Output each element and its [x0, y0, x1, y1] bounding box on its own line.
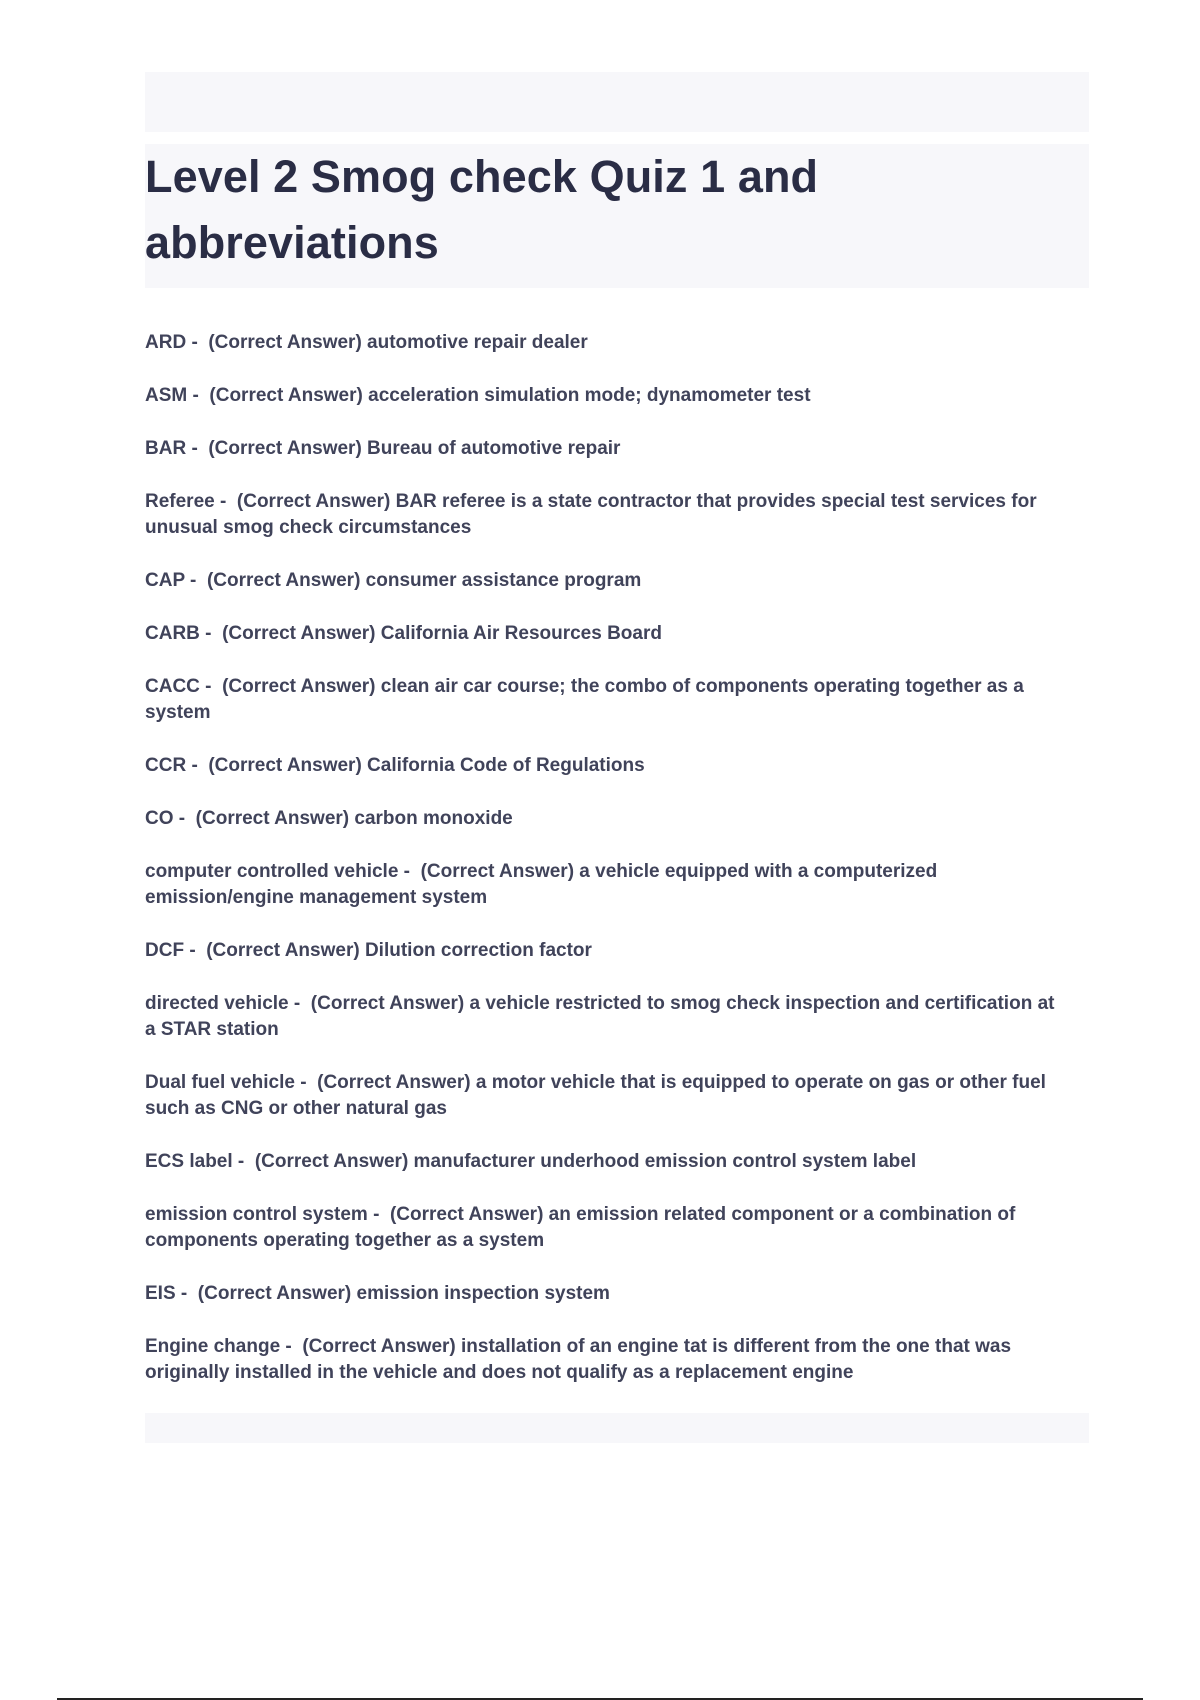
qa-separator: -: [280, 1336, 303, 1357]
qa-answer: (Correct Answer) an emission related component or a combination of components operating together as a system: [145, 1204, 1016, 1251]
qa-separator: -: [367, 1204, 390, 1225]
qa-term: ARD: [145, 332, 187, 353]
qa-separator: -: [232, 1151, 255, 1172]
qa-term: CARB: [145, 623, 200, 644]
qa-item: [145, 991, 1089, 1043]
qa-term: CCR: [145, 755, 187, 776]
title-box: [145, 144, 1089, 288]
qa-list: [145, 330, 1089, 1386]
qa-answer: (Correct Answer) installation of an engine tat is different from the one that was originally installed in the vehicle and does not qualify as a replacement engine: [145, 1336, 1012, 1383]
qa-answer: (Correct Answer) California Code of Regulations: [208, 755, 645, 776]
qa-item: [145, 1281, 1089, 1307]
qa-term: EIS: [145, 1283, 176, 1304]
header-band: [145, 72, 1089, 132]
qa-item: [145, 1202, 1089, 1254]
qa-item: [145, 568, 1089, 594]
qa-answer: (Correct Answer) Dilution correction factor: [206, 940, 592, 961]
qa-separator: -: [186, 438, 209, 459]
qa-answer: (Correct Answer) automotive repair dealer: [208, 332, 588, 353]
qa-term: CO: [145, 808, 174, 829]
qa-item: [145, 330, 1089, 356]
qa-answer: (Correct Answer) manufacturer underhood emission control system label: [254, 1151, 917, 1172]
qa-answer: (Correct Answer) a motor vehicle that is equipped to operate on gas or other fuel such as CNG or other natural gas: [145, 1072, 1046, 1119]
qa-term: computer controlled vehicle: [145, 861, 399, 882]
qa-answer: (Correct Answer) acceleration simulation mode; dynamometer test: [209, 385, 811, 406]
page-title: Level 2 Smog check Quiz 1 and abbreviations: [145, 151, 819, 268]
qa-term: ASM: [145, 385, 188, 406]
qa-answer: (Correct Answer) BAR referee is a state contractor that provides special test services for unusual smog check circumstances: [145, 491, 1037, 538]
document-page: [145, 72, 1089, 1443]
qa-answer: (Correct Answer) carbon monoxide: [195, 808, 513, 829]
qa-term: ECS label: [145, 1151, 233, 1172]
qa-term: DCF: [145, 940, 185, 961]
qa-term: emission control system: [145, 1204, 368, 1225]
qa-separator: -: [184, 940, 207, 961]
qa-term: Engine change: [145, 1336, 281, 1357]
qa-item: [145, 1070, 1089, 1122]
qa-separator: -: [199, 676, 223, 697]
qa-separator: -: [187, 385, 210, 406]
qa-answer: (Correct Answer) consumer assistance program: [206, 570, 642, 591]
qa-item: [145, 859, 1089, 911]
qa-term: BAR: [145, 438, 187, 459]
qa-answer: (Correct Answer) emission inspection system: [197, 1283, 610, 1304]
qa-term: Dual fuel vehicle: [145, 1072, 295, 1093]
qa-separator: -: [186, 755, 209, 776]
qa-separator: -: [175, 1283, 198, 1304]
qa-separator: -: [398, 861, 421, 882]
qa-separator: -: [199, 623, 223, 644]
qa-item: [145, 938, 1089, 964]
qa-item: [145, 489, 1089, 541]
qa-separator: -: [186, 332, 209, 353]
qa-item: [145, 1334, 1089, 1386]
qa-item: [145, 621, 1089, 647]
qa-answer: (Correct Answer) California Air Resources Board: [222, 623, 662, 644]
qa-separator: -: [184, 570, 207, 591]
qa-term: CAP: [145, 570, 185, 591]
qa-separator: -: [173, 808, 196, 829]
qa-separator: -: [288, 993, 311, 1014]
footer-band: [145, 1413, 1089, 1443]
qa-term: CACC: [145, 676, 200, 697]
qa-item: [145, 383, 1089, 409]
qa-separator: -: [214, 491, 237, 512]
qa-item: [145, 1149, 1089, 1175]
qa-item: [145, 806, 1089, 832]
qa-item: [145, 436, 1089, 462]
qa-answer: (Correct Answer) a vehicle equipped with a computerized emission/engine management system: [145, 861, 938, 908]
qa-answer: (Correct Answer) a vehicle restricted to smog check inspection and certification at a STAR station: [145, 993, 1055, 1040]
qa-separator: -: [294, 1072, 318, 1093]
qa-item: [145, 753, 1089, 779]
qa-answer: (Correct Answer) Bureau of automotive repair: [208, 438, 621, 459]
qa-term: directed vehicle: [145, 993, 289, 1014]
qa-term: Referee: [145, 491, 215, 512]
qa-item: [145, 674, 1089, 726]
qa-answer: (Correct Answer) clean air car course; the combo of components operating together as a system: [145, 676, 1024, 723]
